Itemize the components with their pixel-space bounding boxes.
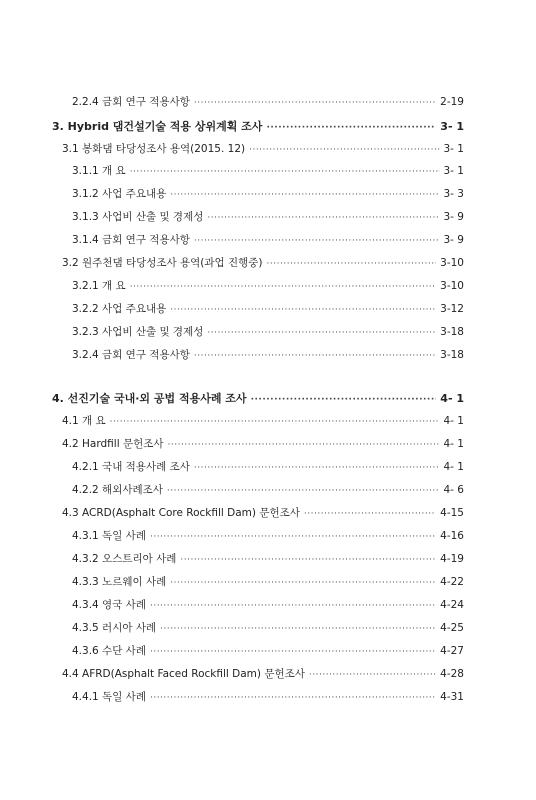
toc-leader-dots: [170, 305, 436, 315]
toc-entry-page: 3-18: [440, 349, 464, 361]
toc-entry-page: 4-27: [440, 645, 464, 657]
toc-leader-dots: [168, 440, 440, 450]
toc-entry-title: 3.1.2 사업 주요내용: [72, 188, 167, 200]
toc-leader-dots: [194, 98, 436, 108]
toc-entry-page: 3-10: [440, 280, 464, 292]
toc-entry-title: 3.1 봉화댐 타당성조사 용역(2015. 12): [62, 143, 246, 155]
toc-leader-dots: [170, 578, 436, 588]
toc-entry: [52, 118, 464, 134]
toc-entry-page: 4- 6: [443, 484, 464, 496]
toc-entry-page: 4-19: [440, 553, 464, 565]
toc-leader-dots: [160, 624, 436, 634]
toc-entry: [72, 574, 464, 589]
toc-entry: [72, 186, 464, 201]
toc-entry-title: 4.3.4 영국 사례: [72, 599, 146, 611]
toc-entry: [62, 505, 464, 520]
toc-entry-page: 4- 1: [443, 415, 464, 427]
toc-entry-title: 4.3.6 수단 사례: [72, 645, 146, 657]
toc-entry-title: 4.4.1 독일 사례: [72, 691, 146, 703]
toc-entry-title: 4.3.3 노르웨이 사례: [72, 576, 167, 588]
toc-leader-dots: [267, 259, 437, 269]
toc-leader-dots: [130, 167, 440, 177]
toc-entry: [52, 390, 464, 406]
toc-leader-dots: [304, 509, 436, 519]
toc-entry-title: 4.2.2 해외사례조사: [72, 484, 163, 496]
toc-entry: [62, 141, 464, 156]
toc-entry: [62, 255, 464, 270]
toc-entry: [72, 597, 464, 612]
toc-leader-dots: [170, 190, 439, 200]
toc-entry: [72, 689, 464, 704]
toc-leader-dots: [150, 693, 436, 703]
toc-leader-dots: [266, 123, 436, 133]
toc-entry-title: 3. Hybrid 댐건설기술 적용 상위계획 조사: [52, 120, 263, 133]
toc-entry-title: 4.3.2 오스트리아 사례: [72, 553, 177, 565]
toc-entry-page: 3- 9: [443, 234, 464, 246]
toc-entry-page: 4-15: [440, 507, 464, 519]
toc-leader-dots: [167, 486, 440, 496]
toc-entry-page: 3-18: [440, 326, 464, 338]
toc-entry-title: 3.1.3 사업비 산출 및 경제성: [72, 211, 204, 223]
toc-entry: [62, 666, 464, 681]
toc-leader-dots: [130, 282, 436, 292]
toc-entry-page: 2-19: [440, 96, 464, 108]
toc-entry: [72, 620, 464, 635]
toc-entry-page: 3- 1: [443, 143, 464, 155]
toc-entry-title: 3.1.4 금회 연구 적용사항: [72, 234, 190, 246]
toc-entry-title: 4.3.5 러시아 사례: [72, 622, 157, 634]
toc-entry-title: 4.4 AFRD(Asphalt Faced Rockfill Dam) 문헌조사: [62, 668, 305, 680]
toc-leader-dots: [194, 463, 440, 473]
toc-entry-title: 2.2.4 금회 연구 적용사항: [72, 96, 190, 108]
toc-leader-dots: [150, 647, 436, 657]
toc-entry-title: 3.2.2 사업 주요내용: [72, 303, 167, 315]
toc-entry-title: 4.3.1 독일 사례: [72, 530, 146, 542]
toc-entry-page: 3-10: [440, 257, 464, 269]
toc-entry-title: 3.2.1 개 요: [72, 280, 126, 292]
toc-entry: [72, 278, 464, 293]
toc-entry-title: 4.3 ACRD(Asphalt Core Rockfill Dam) 문헌조사: [62, 507, 300, 519]
toc-entry: [72, 301, 464, 316]
toc-entry: [72, 232, 464, 247]
toc-entry-title: 3.2 원주천댐 타당성조사 용역(과업 진행중): [62, 257, 263, 269]
toc-entry-title: 3.2.3 사업비 산출 및 경제성: [72, 326, 204, 338]
toc-leader-dots: [180, 555, 436, 565]
toc-entry: [62, 413, 464, 428]
toc-entry: [72, 528, 464, 543]
toc-entry-page: 3- 9: [443, 211, 464, 223]
toc-leader-dots: [207, 213, 439, 223]
toc-entry: [72, 551, 464, 566]
toc-entry-title: 3.2.4 금회 연구 적용사항: [72, 349, 190, 361]
toc-leader-dots: [249, 145, 439, 155]
toc-entry: [72, 347, 464, 362]
toc-entry-title: 4.2.1 국내 적용사례 조사: [72, 461, 190, 473]
toc-entry: [72, 209, 464, 224]
toc-entry-title: 4.1 개 요: [62, 415, 106, 427]
toc-entry-page: 4- 1: [443, 438, 464, 450]
toc-entry: [72, 459, 464, 474]
toc-leader-dots: [309, 670, 436, 680]
toc-entry: [62, 436, 464, 451]
toc-entry: [72, 94, 464, 109]
toc-leader-dots: [251, 395, 437, 405]
toc-leader-dots: [194, 236, 440, 246]
toc-leader-dots: [150, 601, 436, 611]
toc-entry-page: 4-16: [440, 530, 464, 542]
toc-entry-page: 3- 3: [443, 188, 464, 200]
toc-entry-page: 4-24: [440, 599, 464, 611]
toc-entry-page: 4-31: [440, 691, 464, 703]
toc-entry: [72, 643, 464, 658]
toc-entry-page: 4- 1: [443, 461, 464, 473]
toc-entry-page: 3- 1: [440, 120, 464, 133]
toc-entry-page: 3-12: [440, 303, 464, 315]
toc-leader-dots: [207, 328, 436, 338]
toc-entry-page: 4- 1: [440, 392, 464, 405]
toc-entry-title: 4. 선진기술 국내·외 공법 적용사례 조사: [52, 392, 247, 405]
toc-entry-page: 4-25: [440, 622, 464, 634]
toc-entry-page: 4-22: [440, 576, 464, 588]
toc-entry-title: 3.1.1 개 요: [72, 165, 126, 177]
toc-entry: [72, 324, 464, 339]
toc-entry: [72, 482, 464, 497]
toc-leader-dots: [150, 532, 436, 542]
toc-entry: [72, 163, 464, 178]
toc-leader-dots: [110, 417, 440, 427]
toc-leader-dots: [194, 351, 436, 361]
toc-entry-page: 3- 1: [443, 165, 464, 177]
toc-entry-page: 4-28: [440, 668, 464, 680]
toc-entry-title: 4.2 Hardfill 문헌조사: [62, 438, 164, 450]
